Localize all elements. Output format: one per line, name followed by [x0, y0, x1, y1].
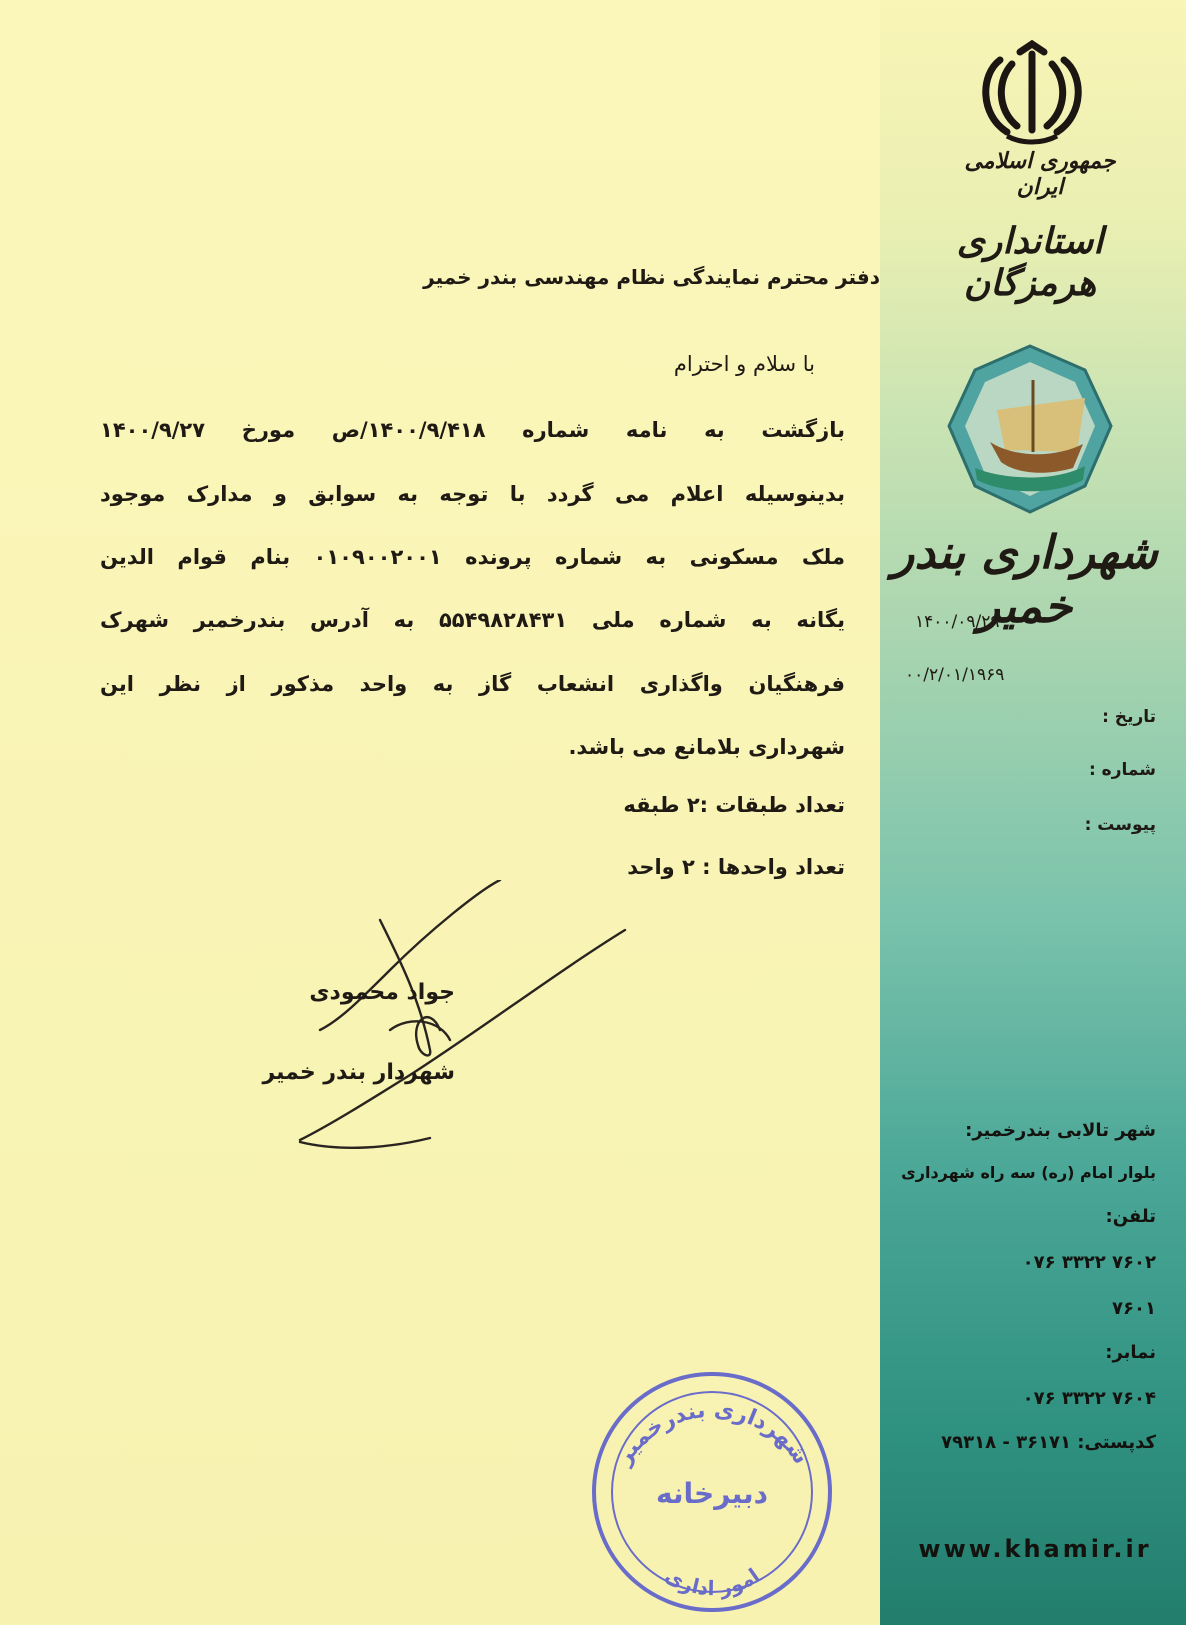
date-label: تاریخ : [1102, 707, 1156, 727]
footer-phone-2: ۷۶۰۱ [1112, 1298, 1156, 1319]
footer-phone-1: ۰۷۶ ۳۳۲۲ ۷۶۰۲ [1022, 1252, 1156, 1273]
number-label: شماره : [1088, 760, 1156, 780]
handwritten-signature [280, 880, 680, 1200]
floors-count: تعداد طبقات :۲ طبقه [623, 793, 845, 817]
footer-fax: ۰۷۶ ۳۳۲۲ ۷۶۰۴ [1022, 1388, 1156, 1409]
letter-line: شهرداری بلامانع می باشد. [568, 735, 845, 759]
republic-title: جمهوری اسلامی ایران [964, 148, 1116, 200]
footer-address-1: شهر تالابی بندرخمیر: [965, 1120, 1156, 1141]
website-link[interactable]: www.khamir.ir [918, 1535, 1152, 1563]
governorate-title: استانداری هرمزگان [956, 220, 1104, 304]
signer-title: شهردار بندر خمیر [262, 1060, 455, 1085]
municipality-title: شهرداری بندر خمیر [892, 525, 1158, 633]
letter-greeting: با سلام و احترام [673, 352, 815, 376]
footer-address-2: بلوار امام (ره) سه راه شهرداری [901, 1163, 1156, 1182]
iran-emblem-icon [972, 40, 1092, 150]
letter-line: ملک مسکونی به شماره پرونده ۰۱۰۹۰۰۲۰۰۱ بنام قوام الدین [100, 545, 845, 569]
svg-text:شهرداری بندرخمیر [611, 1397, 813, 1470]
letter-line: بازگشت به نامه شماره ۱۴۰۰/۹/۴۱۸/ص مورخ ۱۴۰۰/۹/۲۷ [100, 418, 845, 442]
letter-addressee: دفتر محترم نمایندگی نظام مهندسی بندر خمیر [423, 265, 880, 289]
number-value: ۰۰/۲/۰۱/۱۹۶۹ [905, 665, 1005, 685]
footer-fax-label: نمابر: [1105, 1342, 1156, 1363]
stamp-bottom-text: امور اداری [661, 1562, 764, 1601]
municipality-logo-icon [935, 340, 1125, 520]
stamp-center-text: دبیرخانه [656, 1477, 768, 1510]
stamp-outer-text: شهرداری بندرخمیر [611, 1397, 814, 1470]
footer-phone-label: تلفن: [1105, 1206, 1156, 1227]
svg-text:امور اداری [661, 1563, 764, 1600]
letter-line: بدینوسیله اعلام می گردد با توجه به سوابق و مدارک موجود [100, 482, 845, 506]
letter-line: یگانه به شماره ملی ۵۵۴۹۸۲۸۴۳۱ به آدرس بندرخمیر شهرک [100, 608, 845, 632]
letter-line: فرهنگیان واگذاری انشعاب گاز به واحد مذکور از نظر این [100, 672, 845, 696]
attachment-label: پیوست : [1084, 815, 1156, 835]
signer-name: جواد محمودی [309, 980, 455, 1005]
official-stamp [585, 1365, 840, 1620]
date-value: ۱۴۰۰/۰۹/۲۹ [915, 612, 1000, 632]
units-count: تعداد واحدها : ۲ واحد [627, 855, 845, 879]
footer-postal: کدپستی: ۳۶۱۷۱ - ۷۹۳۱۸ [941, 1432, 1156, 1453]
